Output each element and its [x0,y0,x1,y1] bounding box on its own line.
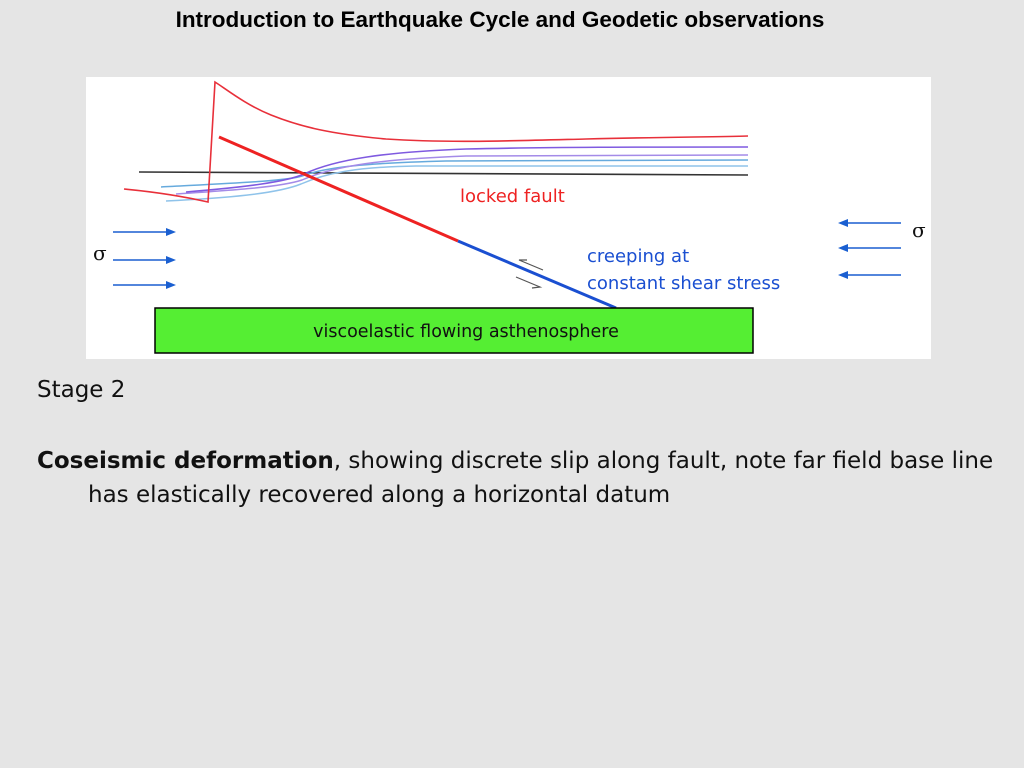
locked-fault-label: locked fault [460,186,565,207]
left-stress-arrowhead-3 [166,281,176,289]
sigma-right-label: σ [912,218,926,242]
sigma-left-label: σ [93,241,107,265]
asthenosphere-label: viscoelastic flowing asthenosphere [313,322,619,342]
profile-curve-light-blue [166,166,748,201]
slide-title: Introduction to Earthquake Cycle and Geodetic observations [175,7,825,32]
description-paragraph [37,444,1018,512]
creeping-label-line1: creeping at [587,246,690,267]
right-stress-arrowhead-2 [838,244,848,252]
left-stress-arrowhead-1 [166,228,176,236]
description-bold-term: Coseismic deformation [37,448,334,474]
left-stress-arrows [113,228,176,289]
slip-arrow-lower-icon [516,277,540,288]
earthquake-cycle-diagram [86,77,931,359]
stage-label: Stage 2 [37,377,126,403]
description-text: , showing discrete slip along fault, note far field base line has elastically recovered along a horizontal datum [88,448,994,508]
creeping-label-line2: constant shear stress [587,273,781,294]
locked-fault-segment [219,137,458,241]
reference-baseline [139,172,748,175]
right-stress-arrowhead-3 [838,271,848,279]
right-stress-arrowhead-1 [838,219,848,227]
right-stress-arrows [838,219,901,279]
left-stress-arrowhead-2 [166,256,176,264]
